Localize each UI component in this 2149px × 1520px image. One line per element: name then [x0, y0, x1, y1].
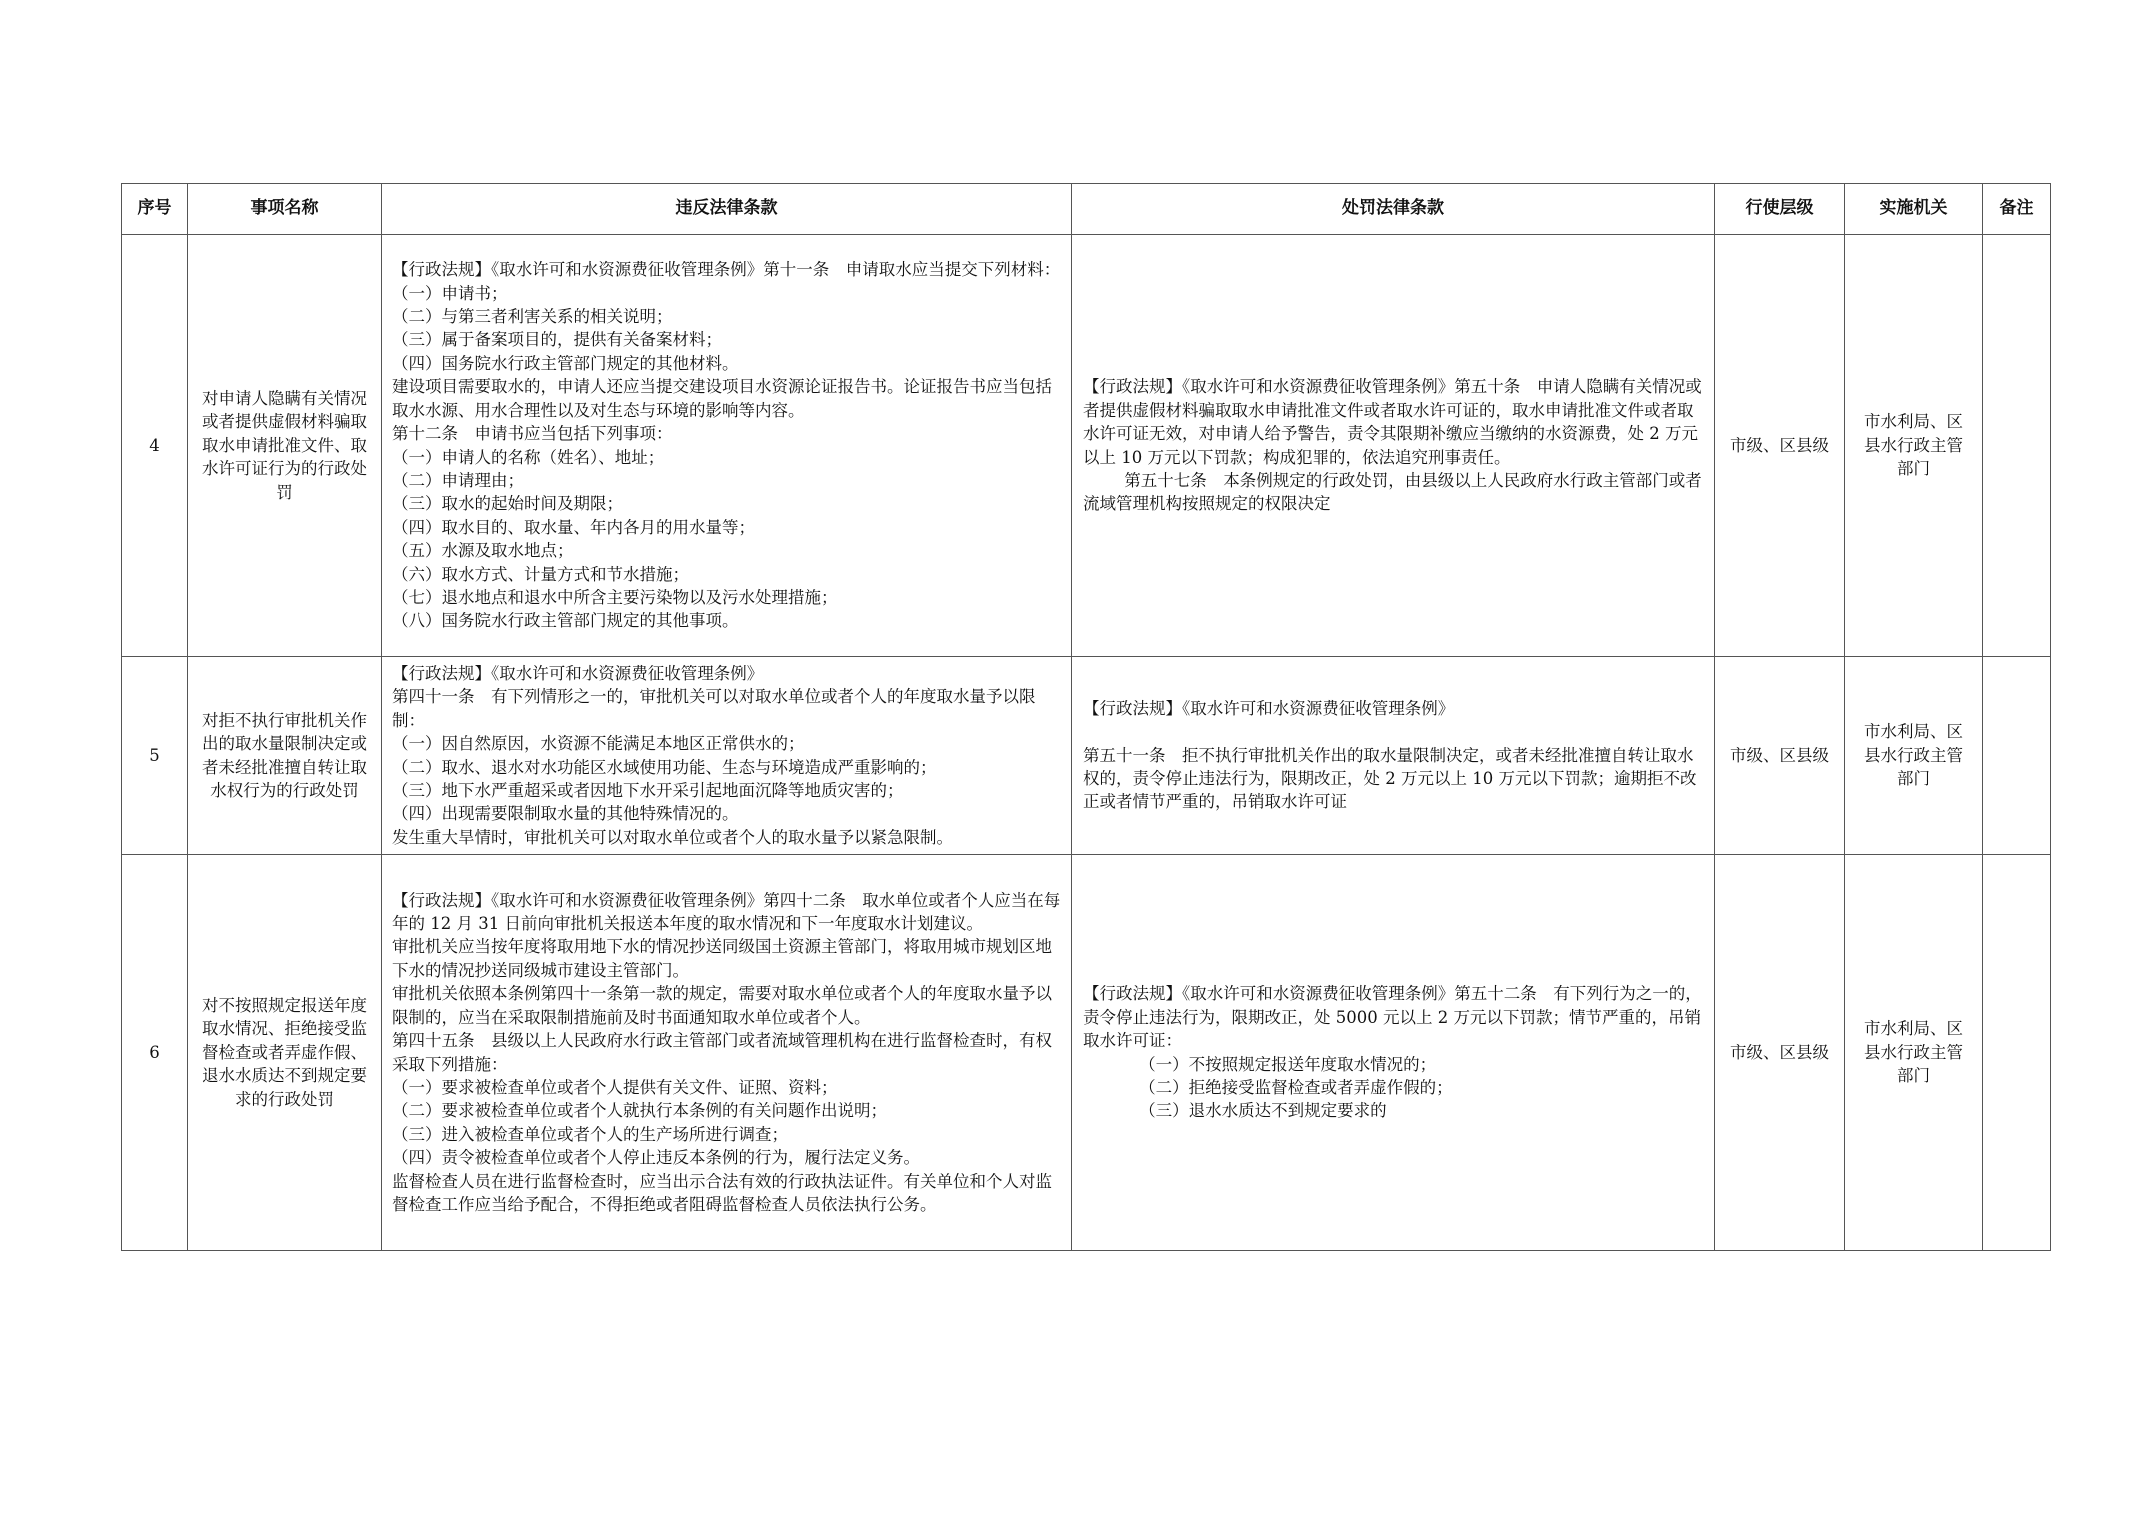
- law-line: （八）国务院水行政主管部门规定的其他事项。: [392, 611, 739, 631]
- spacer: [1083, 721, 1705, 744]
- row-violated-law: [382, 235, 1072, 657]
- header-agency: 实施机关: [1845, 184, 1983, 235]
- law-line: （三）进入被检查单位或者个人的生产场所进行调查；: [392, 1124, 788, 1144]
- penalty-line: 【行政法规】《取水许可和水资源费征收管理条例》: [1083, 699, 1455, 719]
- row-remarks: [1983, 235, 2051, 657]
- law-line: 【行政法规】《取水许可和水资源费征收管理条例》: [392, 663, 764, 683]
- row-penalty-law: [1072, 855, 1715, 1251]
- law-line: 建设项目需要取水的，申请人还应当提交建设项目水资源论证报告书。论证报告书应当包括取水水源、用水合理性以及对生态与环境的影响等内容。: [392, 377, 1052, 420]
- row-agency: 市水利局、区县水行政主管部门: [1845, 855, 1983, 1251]
- law-line: （二）要求被检查单位或者个人就执行本条例的有关问题作出说明；: [392, 1101, 887, 1121]
- law-line: （一）申请书；: [392, 283, 508, 303]
- header-exercise-level: 行使层级: [1715, 184, 1845, 235]
- law-line: 第十二条 申请书应当包括下列事项：: [392, 424, 673, 444]
- law-line: （一）要求被检查单位或者个人提供有关文件、证照、资料；: [392, 1077, 838, 1097]
- law-line: （一）申请人的名称（姓名）、地址；: [392, 447, 665, 467]
- law-line: 审批机关依照本条例第四十一条第一款的规定，需要对取水单位或者个人的年度取水量予以限制的，应当在采取限制措施前及时书面通知取水单位或者个人。: [392, 984, 1052, 1027]
- row-violated-law: [382, 657, 1072, 855]
- law-line: 监督检查人员在进行监督检查时，应当出示合法有效的行政执法证件。有关单位和个人对监督检查工作应当给予配合，不得拒绝或者阻碍监督检查人员依法执行公务。: [392, 1171, 1052, 1214]
- row-agency: 市水利局、区县水行政主管部门: [1845, 657, 1983, 855]
- law-line: （三）地下水严重超采或者因地下水开采引起地面沉降等地质灾害的；: [392, 780, 904, 800]
- penalty-table: [121, 183, 2051, 1251]
- law-line: 发生重大旱情时，审批机关可以对取水单位或者个人的取水量予以紧急限制。: [392, 827, 953, 847]
- row-exercise-level: 市级、区县级: [1715, 855, 1845, 1251]
- law-line: 【行政法规】《取水许可和水资源费征收管理条例》第十一条 申请取水应当提交下列材料：: [392, 260, 1061, 280]
- table-row: [122, 657, 2051, 855]
- penalty-line: （一）不按照规定报送年度取水情况的；: [1139, 1054, 1437, 1074]
- row-item-name: 对不按照规定报送年度取水情况、拒绝接受监督检查或者弄虚作假、退水水质达不到规定要求的行政处罚: [188, 855, 382, 1251]
- law-line: （一）因自然原因，水资源不能满足本地区正常供水的；: [392, 734, 805, 754]
- law-line: 第四十一条 有下列情形之一的，审批机关可以对取水单位或者个人的年度取水量予以限制：: [392, 687, 1036, 730]
- header-violated-law: 违反法律条款: [382, 184, 1072, 235]
- law-line: 第四十五条 县级以上人民政府水行政主管部门或者流域管理机构在进行监督检查时，有权采取下列措施：: [392, 1031, 1052, 1074]
- table-row: [122, 235, 2051, 657]
- header-penalty-law: 处罚法律条款: [1072, 184, 1715, 235]
- row-agency: 市水利局、区县水行政主管部门: [1845, 235, 1983, 657]
- law-line: （三）属于备案项目的，提供有关备案材料；: [392, 330, 722, 350]
- header-item-name: 事项名称: [188, 184, 382, 235]
- law-line: （四）出现需要限制取水量的其他特殊情况的。: [392, 804, 739, 824]
- row-item-name: 对申请人隐瞒有关情况或者提供虚假材料骗取取水申请批准文件、取水许可证行为的行政处罚: [188, 235, 382, 657]
- row-violated-law: [382, 855, 1072, 1251]
- penalty-line: 【行政法规】《取水许可和水资源费征收管理条例》第五十二条 有下列行为之一的，责令停止违法行为，限期改正，处 5000 元以上 2 万元以下罚款；情节严重的，吊销取水许可证：: [1083, 984, 1702, 1051]
- penalty-line: 第五十七条 本条例规定的行政处罚，由县级以上人民政府水行政主管部门或者流域管理机构按照规定的权限决定: [1083, 470, 1702, 514]
- table-row: [122, 855, 2051, 1251]
- header-row: [122, 184, 2051, 235]
- row-penalty-law: [1072, 235, 1715, 657]
- row-exercise-level: 市级、区县级: [1715, 657, 1845, 855]
- law-line: （六）取水方式、计量方式和节水措施；: [392, 564, 689, 584]
- penalty-line: （三）退水水质达不到规定要求的: [1139, 1101, 1387, 1121]
- penalty-line: 第五十一条 拒不执行审批机关作出的取水量限制决定，或者未经批准擅自转让取水权的，责令停止违法行为，限期改正，处 2 万元以上 10 万元以下罚款；逾期拒不改正或者情节严重的，吊销取水许可证: [1083, 745, 1697, 812]
- row-seq: 5: [122, 657, 188, 855]
- law-line: （二）与第三者利害关系的相关说明；: [392, 307, 673, 327]
- header-remarks: 备注: [1983, 184, 2051, 235]
- penalty-line: （二）拒绝接受监督检查或者弄虚作假的；: [1139, 1077, 1453, 1097]
- law-line: （七）退水地点和退水中所含主要污染物以及污水处理措施；: [392, 587, 838, 607]
- law-line: （四）取水目的、取水量、年内各月的用水量等；: [392, 517, 755, 537]
- law-line: 审批机关应当按年度将取用地下水的情况抄送同级国土资源主管部门，将取用城市规划区地下水的情况抄送同级城市建设主管部门。: [392, 937, 1052, 980]
- row-penalty-law: [1072, 657, 1715, 855]
- law-line: （三）取水的起始时间及期限；: [392, 494, 623, 514]
- law-line: （二）取水、退水对水功能区水域使用功能、生态与环境造成严重影响的；: [392, 757, 937, 777]
- penalty-line: 【行政法规】《取水许可和水资源费征收管理条例》第五十条 申请人隐瞒有关情况或者提供虚假材料骗取取水申请批准文件或者取水许可证的，取水申请批准文件或者取水许可证无效，对申请人给予警告，责令其限期补缴应当缴纳的水资源费，处 2 万元以上 10 万元以下罚款；构成犯罪的，依法追究刑事责任。: [1083, 377, 1702, 467]
- row-seq: 4: [122, 235, 188, 657]
- law-line: （四）国务院水行政主管部门规定的其他材料。: [392, 353, 739, 373]
- row-seq: 6: [122, 855, 188, 1251]
- row-remarks: [1983, 657, 2051, 855]
- header-seq: 序号: [122, 184, 188, 235]
- row-remarks: [1983, 855, 2051, 1251]
- row-item-name: 对拒不执行审批机关作出的取水量限制决定或者未经批准擅自转让取水权行为的行政处罚: [188, 657, 382, 855]
- row-exercise-level: 市级、区县级: [1715, 235, 1845, 657]
- law-line: （二）申请理由；: [392, 470, 524, 490]
- law-line: 【行政法规】《取水许可和水资源费征收管理条例》第四十二条 取水单位或者个人应当在每年的 12 月 31 日前向审批机关报送本年度的取水情况和下一年度取水计划建议。: [392, 890, 1061, 934]
- law-line: （五）水源及取水地点；: [392, 541, 574, 561]
- law-line: （四）责令被检查单位或者个人停止违反本条例的行为，履行法定义务。: [392, 1148, 920, 1168]
